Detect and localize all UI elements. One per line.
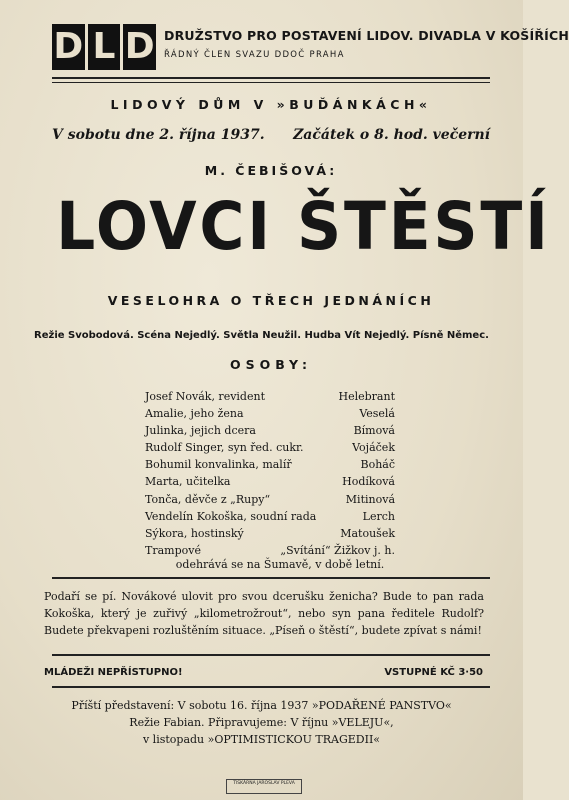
cast-row — [145, 542, 395, 559]
cast-actor: Matoušek — [340, 526, 395, 540]
cast-role: Amalie, jeho žena — [145, 407, 244, 421]
cast-actor: Hodíková — [342, 475, 395, 489]
organization-subtitle: ŘÁDNÝ ČLEN SVAZU DDOČ PRAHA — [164, 50, 345, 60]
cast-row — [145, 491, 395, 508]
cast-role: Sýkora, hostinský — [145, 526, 244, 540]
upcoming-performances — [30, 697, 493, 748]
cast-role: Marta, učitelka — [145, 475, 231, 489]
cast-role: Trampové — [145, 543, 201, 557]
cast-row — [145, 422, 395, 439]
organization-name: DRUŽSTVO PRO POSTAVENÍ LIDOV. DIVADLA V KOŠÍŘÍCH — [164, 28, 569, 43]
cast-row — [145, 473, 395, 490]
cast-role: Rudolf Singer, syn řed. cukr. — [145, 441, 304, 455]
cast-actor: Boháč — [360, 458, 395, 472]
synopsis: Podaří se pí. Novákové ulovit pro svou dcerušku ženicha? Bude to pan rada Kokoška, který je zuřivý „kilometrožrout“, nebo syn pana ředitele Rudolf? Budete překvapeni rozluštěním situace. „Píseň o štěstí“, budete zpívat s námi! — [44, 590, 484, 637]
cast-actor: Veselá — [359, 407, 395, 421]
cast-row — [145, 525, 395, 542]
upcoming-line: v listopadu »OPTIMISTICKOU TRAGEDII« — [142, 733, 381, 746]
start-time: Začátek o 8. hod. večerní — [293, 127, 490, 143]
cast-row — [145, 439, 395, 456]
logo-letter-d1: D — [52, 24, 85, 70]
upcoming-line: Režie Fabian. Připravujeme: V říjnu »VELEJU«, — [129, 716, 394, 729]
cast-row — [145, 405, 395, 422]
cast-actor: Mitinová — [345, 492, 395, 506]
cast-role: Tonča, děvče z „Rupy“ — [145, 492, 271, 506]
cast-role: Vendelín Kokoška, soudní rada — [145, 509, 317, 523]
printer-mark: TISKÁRNA JAROSLAV PLEVA — [226, 779, 302, 794]
dld-logo — [52, 24, 156, 70]
genre: VESELOHRA O TŘECH JEDNÁNÍCH — [107, 293, 435, 308]
logo-letter-l: L — [88, 24, 121, 70]
logo-letter-d2: D — [123, 24, 156, 70]
age-restriction: MLÁDEŽI NEPŘÍSTUPNO! — [44, 667, 183, 678]
upcoming-line: Příští představení: V sobotu 16. října 1937 »PODAŘENÉ PANSTVO« — [71, 699, 452, 712]
cast-actor: Bímová — [353, 424, 395, 438]
header-divider-thin — [52, 82, 490, 83]
cast-role: Bohumil konvalinka, malíř — [145, 458, 292, 472]
cast-list — [145, 388, 395, 559]
cast-role: Julinka, jejich dcera — [145, 424, 256, 438]
cast-heading: OSOBY: — [229, 357, 313, 372]
cast-actor: „Svítání“ Žižkov j. h. — [280, 543, 395, 557]
blurb-bottom-divider — [52, 654, 490, 656]
admission-price: VSTUPNÉ KČ 3·50 — [384, 667, 483, 678]
header-divider — [52, 77, 490, 79]
cast-actor: Helebrant — [338, 390, 395, 403]
blurb-top-divider — [52, 577, 490, 579]
cast-actor: Lerch — [362, 509, 395, 523]
venue: LIDOVÝ DŮM V »BUĎÁNKÁCH« — [110, 97, 432, 112]
production-credits: Režie Svobodová. Scéna Nejedlý. Světla Neužil. Hudba Vít Nejedlý. Písně Němec. — [34, 330, 489, 341]
footer-divider — [52, 686, 490, 688]
cast-row — [145, 456, 395, 473]
performance-date: V sobotu dne 2. října 1937. — [52, 127, 265, 143]
cast-actor: Vojáček — [352, 441, 395, 455]
cast-row — [145, 508, 395, 525]
cast-row — [145, 388, 395, 405]
author: M. ČEBIŠOVÁ: — [204, 163, 338, 178]
setting-note: odehrává se na Šumavě, v době letní. — [175, 558, 385, 571]
cast-role: Josef Novák, revident — [145, 390, 265, 403]
play-title: LOVCI ŠTĚSTÍ — [56, 188, 551, 265]
